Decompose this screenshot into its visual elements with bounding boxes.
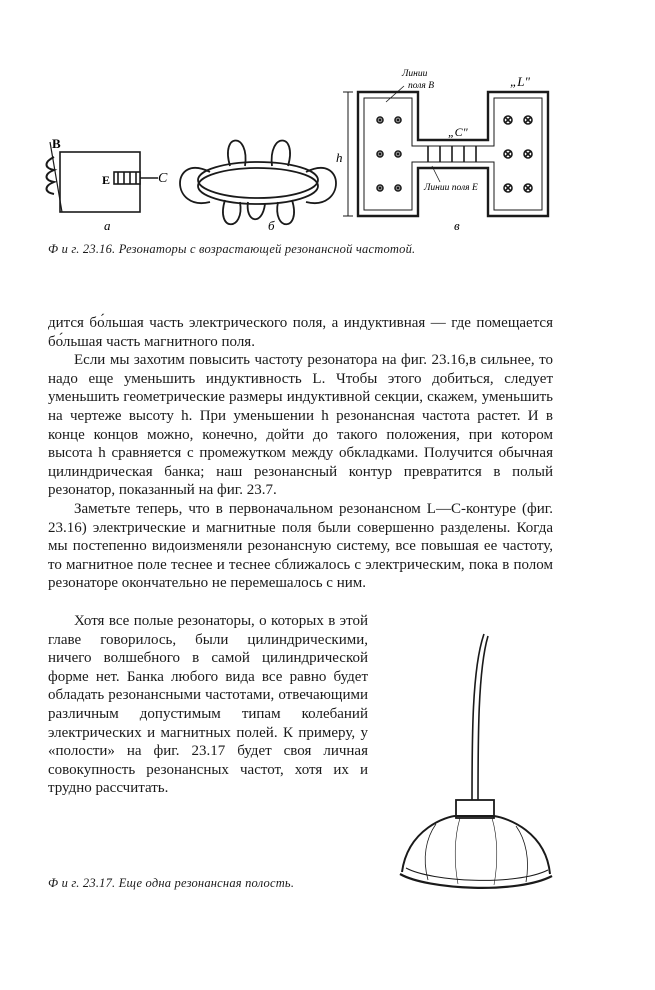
figure-23-16-drawing	[40, 62, 600, 232]
panel-b-loops-resonator	[180, 141, 336, 225]
panel-v-field-b-line1: Линии	[402, 69, 428, 79]
panel-v-label-c: „C"	[448, 125, 468, 139]
paragraph-2: Если мы захотим повысить частоту резонатора на фиг. 23.16,в сильнее, то надо еще уменьшить индуктивность L. Чтобы этого добиться, следует уменьшить геометрические размеры индуктивной секции, скажем, уменьшить на чертеже высоту h. При уменьшении h резонансная частота растет. И в конце концов можно, конечно, дойти до такого положения, при котором высота h сравняется с промежутком между обкладками. Получится обычная цилиндрическая банка; наш резонансный контур превратится в полый резонатор, показанный на фиг. 23.7.	[48, 352, 553, 499]
figure-23-16	[40, 62, 600, 232]
paragraph-4: Хотя все полые резонаторы, о которых в этой главе говорилось, были цилиндрическими, ничего волшебного в самой цилиндрической форме нет. Банка любого вида все равно будет обладать резонансными частотами, отвечающими различным допустимым типам колебаний электрических и магнитных полей. К примеру, у «полости» на фиг. 23.17 будет своя личная совокупность резонансных частот, хотя их и трудно рассчитать.	[48, 613, 368, 797]
body-text	[48, 314, 553, 593]
panel-v-field-b-line2: поля B	[408, 81, 434, 91]
figure-23-17	[388, 628, 558, 898]
panel-b-label: б	[268, 218, 275, 232]
figure-23-17-caption: Ф и г. 23.17. Еще одна резонансная полость.	[48, 876, 295, 890]
panel-a-label-c: C	[158, 171, 168, 186]
panel-v-h-resonator	[343, 86, 548, 216]
panel-v-label: в	[454, 218, 460, 232]
panel-a-label: а	[104, 218, 111, 232]
figure-23-17-drawing	[388, 628, 558, 898]
paragraph-1: дится бо́льшая часть электрического поля, а индуктивная — где помещается бо́льшая часть магнитного поля.	[48, 315, 553, 350]
figure-23-16-caption: Ф и г. 23.16. Резонаторы с возрастающей резонансной частотой.	[48, 242, 416, 256]
paragraph-4-block	[48, 612, 368, 798]
panel-v-field-e: Линии поля E	[424, 183, 478, 193]
paragraph-3: Заметьте теперь, что в первоначальном резонансном L—C-контуре (фиг. 23.16) электрические и магнитные поля были совершенно разделены. Когда мы постепенно видоизменяли резонансную систему, все повышая ее частоту, то магнитное поле теснее и теснее сближалось с электрическим, пока в полом резонаторе окончательно не перемешалось с ним.	[48, 500, 553, 592]
panel-v-dimension-h: h	[336, 150, 343, 165]
panel-v-label-l: „L"	[510, 74, 530, 89]
panel-a-label-b: B	[52, 136, 61, 151]
panel-a-label-e: E	[102, 173, 111, 187]
